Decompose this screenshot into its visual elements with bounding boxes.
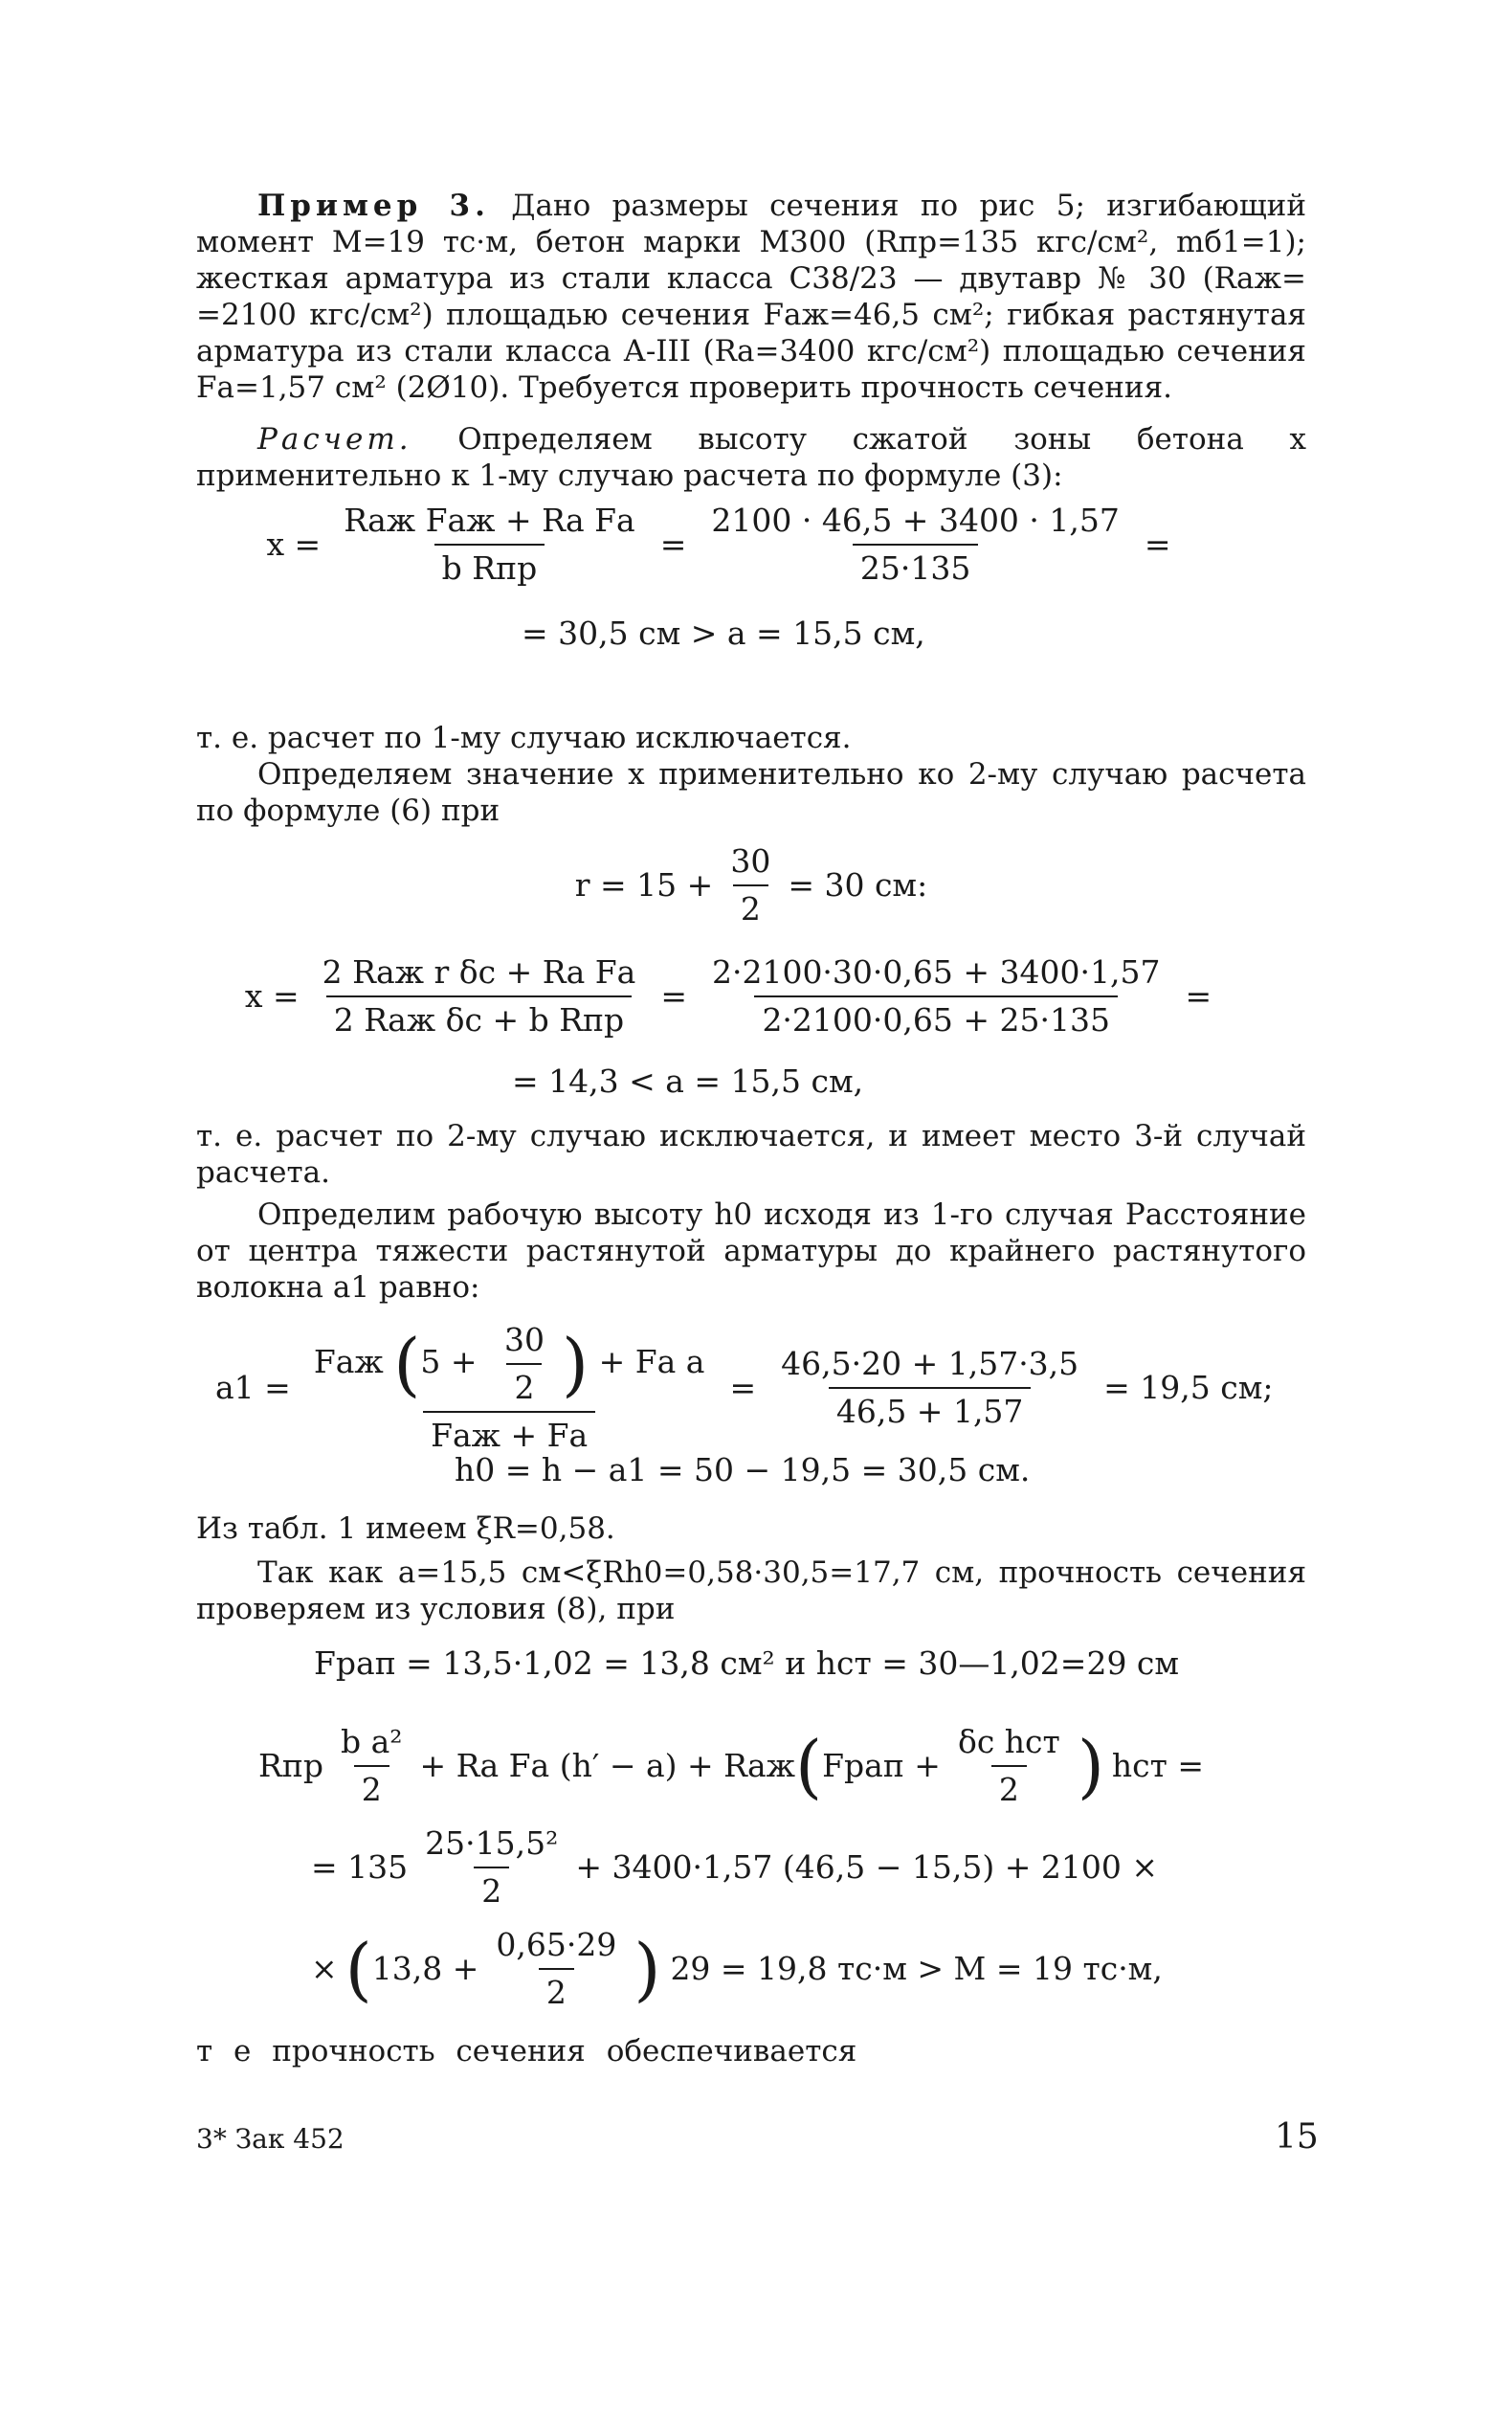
- paragraph-working-height: Определим рабочую высоту h0 исходя из 1-го случая Расстояние от центра тяжести растянутой арматуры до крайнего растянутого волокна a1 равно:: [196, 1197, 1306, 1305]
- formula-h0: h0 = h − a1 = 50 − 19,5 = 30,5 см.: [455, 1451, 1031, 1488]
- formula-x-case2: x = $\frac{\text{2 Rаж r δс + Rа Fа}}{\text{2 Rаж δс + b Rпр}}$ = $\frac{2\cdot 2100\cdot 30\cdot 0,65 + 3400\cdot 1,57}{2\cdot 2100\cdot 0,65 + 25\cdot 135}$ =: [244, 953, 1212, 1039]
- fraction: $\frac{\text{b a²}}{2}$: [340, 1723, 403, 1808]
- fraction: $\frac{0,65\cdot 29}{2}$: [496, 1926, 617, 2011]
- fraction: $\frac{\text{δс hст}}{2}$: [957, 1723, 1060, 1808]
- fraction: $\frac{\text{Rаж Fаж + Rа Fа}}{\text{b Rпр}}$: [344, 502, 635, 587]
- formula-r: r = 15 + $\frac{30}{2}$ = 30 см:: [574, 842, 928, 928]
- paragraph-case2: Определяем значение x применительно ко 2-му случаю расчета по формуле (6) при: [196, 757, 1306, 828]
- fraction: Fаж (5 + $\frac{30}{2}$ ) + Fа a Fаж + Fа: [313, 1321, 705, 1454]
- fraction: $\frac{30}{2}$: [503, 1321, 545, 1406]
- formula-x-case1: x = $\frac{\text{Rаж Fаж + Rа Fа}}{\text{b Rпр}}$ = $\frac{2100 \cdot 46,5 + 3400 \cdot 1,57}{25\cdot 135}$ =: [266, 502, 1171, 587]
- fraction: $\frac{2100 \cdot 46,5 + 3400 \cdot 1,57}{25\cdot 135}$: [711, 502, 1120, 587]
- formula-a1: a1 = Fаж (5 + $\frac{30}{2}$ ) + Fа a Fаж + Fа = $\frac{46,5\cdot 20 + 1,57\cdot 3,5}{46,5 + 1,57}$ = 19,5 см;: [215, 1321, 1274, 1454]
- paragraph-example: [196, 188, 1306, 406]
- page-number: 15: [1275, 2117, 1319, 2157]
- paragraph-strength-check: Так как a=15,5 см<ξRh0=0,58·30,5=17,7 см, прочность сечения проверяем из условия (8), при: [196, 1555, 1306, 1626]
- paragraph-case2-excluded: т. е. расчет по 2-му случаю исключается, и имеет место 3-й случай расчета.: [196, 1119, 1306, 1190]
- fraction: $\frac{30}{2}$: [730, 842, 771, 928]
- calc-heading: Расчет.: [257, 422, 412, 457]
- paragraph-table: Из табл. 1 имеем ξR=0,58.: [196, 1511, 615, 1546]
- footer-order: 3* Зак 452: [196, 2123, 345, 2155]
- formula-strength-line3: × ( 13,8 + $\frac{0,65\cdot 29}{2}$ ) 29 = 19,8 тс·м > M = 19 тс·м,: [311, 1926, 1163, 2011]
- calc-text: Определяем высоту сжатой зоны бетона x применительно к 1-му случаю расчета по формуле (3):: [196, 422, 1306, 493]
- paragraph-case1-excluded: т. е. расчет по 1-му случаю исключается.: [196, 721, 852, 755]
- example-text: Дано размеры сечения по рис 5; изгибающий момент M=19 тс·м, бетон марки М300 (Rпр=135 кгс/см², mб1=1); жесткая арматура из стали класса С38/23 — двутавр № 30 (Rаж= =2100 кгс/см²) площадью сечения Fаж=46,5 см²; гибкая растянутая арматура из стали класса А-III (Rа=3400 кгс/см²) площадью сечения Fа=1,57 см² (2Ø10). Требуется проверить прочность сечения.: [196, 189, 1306, 405]
- formula-x-case1-result: = 30,5 см > a = 15,5 см,: [522, 615, 925, 652]
- formula-strength-line2: = 135 $\frac{\text{25·15,5²}}{2}$ + 3400·1,57 (46,5 − 15,5) + 2100 ×: [311, 1824, 1158, 1910]
- formula-x-case2-result: = 14,3 < a = 15,5 см,: [512, 1062, 864, 1100]
- fraction: $\frac{\text{25·15,5²}}{2}$: [425, 1824, 559, 1910]
- fraction: $\frac{2\cdot 2100\cdot 30\cdot 0,65 + 3400\cdot 1,57}{2\cdot 2100\cdot 0,65 + 25\cdot 135}$: [711, 953, 1161, 1039]
- formula-strength-line1: Rпр $\frac{\text{b a²}}{2}$ + Rа Fа (h′ − a) + Rаж ( Fрап + $\frac{\text{δс hст}}{2}$ ) hст =: [258, 1723, 1205, 1808]
- example-heading: Пример 3.: [257, 189, 490, 223]
- paragraph-conclusion: т е прочность сечения обеспечивается: [196, 2034, 857, 2068]
- fraction: $\frac{\text{2 Rаж r δс + Rа Fа}}{\text{2 Rаж δс + b Rпр}}$: [322, 953, 636, 1039]
- formula-lhs: x =: [266, 525, 322, 563]
- formula-fap: Fрап = 13,5·1,02 = 13,8 см² и hст = 30—1,02=29 см: [314, 1644, 1180, 1682]
- paragraph-calc: [196, 421, 1306, 494]
- fraction: $\frac{46,5\cdot 20 + 1,57\cdot 3,5}{46,5 + 1,57}$: [781, 1345, 1079, 1430]
